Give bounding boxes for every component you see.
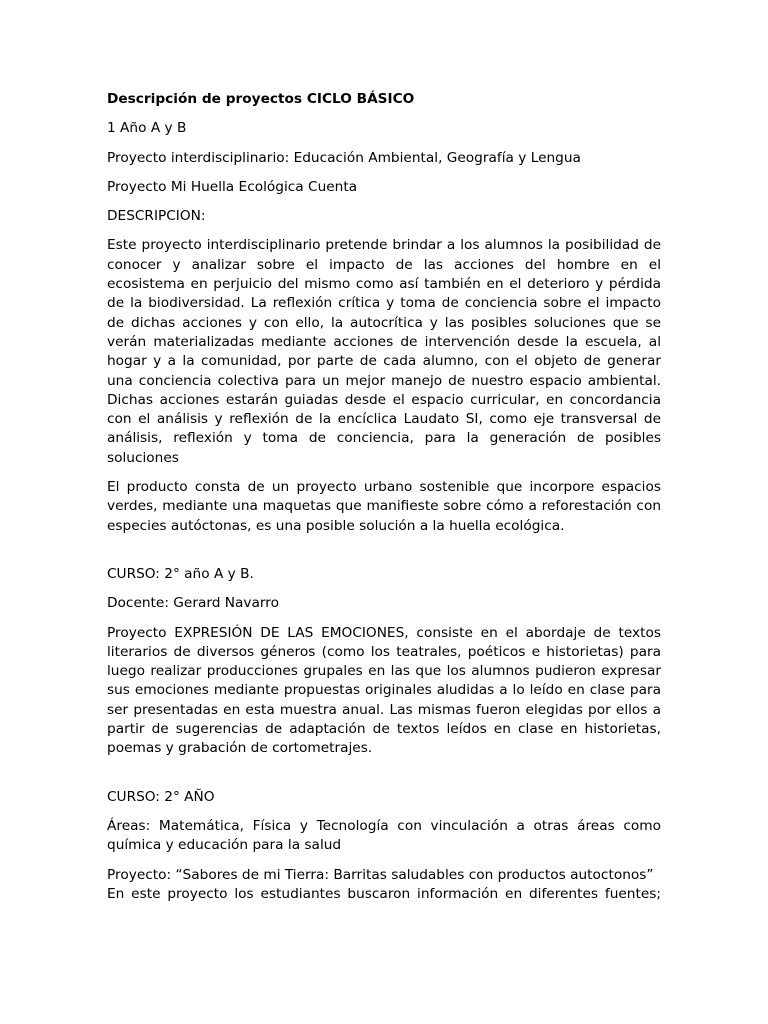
section1-year: 1 Año A y B	[107, 120, 187, 137]
section3-course: CURSO: 2° AÑO	[107, 788, 215, 805]
document-page	[107, 90, 661, 914]
section3-intro: En este proyecto los estudiantes buscaron información en diferentes fuentes;	[107, 885, 661, 902]
section3-areas: Áreas: Matemática, Física y Tecnología con vinculación a otras áreas como química y educación para la salud	[107, 817, 661, 854]
section1-interdisciplinary: Proyecto interdisciplinario: Educación Ambiental, Geografía y Lengua	[107, 149, 581, 166]
section1-description-heading: DESCRIPCION:	[107, 208, 206, 225]
section1-project-name: Proyecto Mi Huella Ecológica Cuenta	[107, 178, 358, 195]
section2-body: Proyecto EXPRESIÓN DE LAS EMOCIONES, consiste en el abordaje de textos literarios de diversos géneros (como los teatrales, poéticos e historietas) para luego realizar producciones grupales en las que los alumnos pudieron expresar sus emociones mediante propuestas originales aludidas a lo leído en clase para ser presentadas en esta muestra anual. Las mismas fueron elegidas por ellos a partir de sugerencias de adaptación de textos leídos en clase en historietas, poemas y grabación de cortometrajes.	[107, 624, 661, 757]
section2-teacher: Docente: Gerard Navarro	[107, 595, 279, 612]
section2-course: CURSO: 2° año A y B.	[107, 565, 254, 582]
document-title: Descripción de proyectos CICLO BÁSICO	[107, 91, 415, 107]
section1-product-body: El producto consta de un proyecto urbano sostenible que incorpore espacios verdes, mediante una maquetas que manifieste sobre cómo a reforestación con especies autóctonas, es una posible solución a la huella ecológica.	[107, 479, 661, 534]
section3-project: Proyecto: “Sabores de mi Tierra: Barritas saludables con productos autoctonos”	[107, 866, 654, 883]
section1-description-body: Este proyecto interdisciplinario pretende brindar a los alumnos la posibilidad de conocer y analizar sobre el impacto de las acciones del hombre en el ecosistema en perjuicio del mismo como así también en el deterioro y pérdida de la biodiversidad. La reflexión crítica y toma de conciencia sobre el impacto de dichas acciones y con ello, la autocrítica y las posibles soluciones que se verán materializadas mediante acciones de intervención desde la escuela, al hogar y a la comunidad, por parte de cada alumno, con el objeto de generar una conciencia colectiva para un mejor manejo de nuestro espacio ambiental. Dichas acciones estarán guiadas desde el espacio curricular, en concordancia con el análisis y reflexión de la encíclica Laudato SI, como eje transversal de análisis, reflexión y toma de conciencia, para la generación de posibles soluciones	[107, 237, 661, 466]
